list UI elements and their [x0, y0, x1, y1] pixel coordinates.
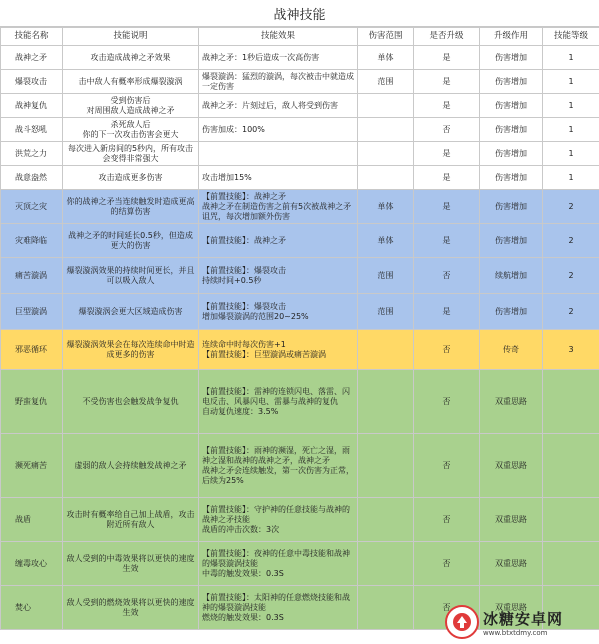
upgrade-effect-cell: 伤害增加	[480, 294, 543, 330]
skill-name-cell: 灾难降临	[1, 224, 63, 258]
column-header: 技能说明	[63, 28, 199, 46]
damage-range-cell: 单体	[358, 46, 414, 70]
skill-level-cell	[543, 542, 599, 586]
upgrade-effect-cell: 伤害增加	[480, 70, 543, 94]
skill-effect-cell	[199, 142, 358, 166]
skill-effect-cell: 【前置技能】：雷神的连锁闪电、落雷、闪电反击、风暴闪电、雷暴与战神的复仇 自动复仇速度：3.5%	[199, 370, 358, 434]
skill-level-cell: 2	[543, 258, 599, 294]
upgrade-effect-cell: 传奇	[480, 330, 543, 370]
skill-effect-cell: 【前置技能】：战神之矛	[199, 224, 358, 258]
skill-level-cell	[543, 434, 599, 498]
skill-level-cell	[543, 498, 599, 542]
upgradable-cell: 否	[414, 434, 480, 498]
upgradable-cell: 是	[414, 142, 480, 166]
skill-name-cell: 洪荒之力	[1, 142, 63, 166]
table-row	[1, 258, 599, 294]
upgradable-cell: 否	[414, 498, 480, 542]
skill-name-cell: 野蛮复仇	[1, 370, 63, 434]
upgrade-effect-cell: 伤害增加	[480, 224, 543, 258]
watermark-text: 冰糖安卓网	[483, 609, 564, 628]
skill-description-cell: 每次进入新房间的5秒内，所有攻击会变得非常强大	[63, 142, 199, 166]
skill-level-cell: 1	[543, 70, 599, 94]
skill-effect-cell: 战神之矛：1秒后造成一次高伤害	[199, 46, 358, 70]
skill-level-cell: 1	[543, 94, 599, 118]
skill-description-cell: 不受伤害也会触发战争复仇	[63, 370, 199, 434]
table-row	[1, 542, 599, 586]
skill-name-cell: 战神之矛	[1, 46, 63, 70]
skill-description-cell: 攻击时有概率给自己加上战盾，攻击附近所有敌人	[63, 498, 199, 542]
skill-description-cell: 爆裂漩涡效果的持续时间更长，并且可以吸入敌人	[63, 258, 199, 294]
damage-range-cell: 范围	[358, 294, 414, 330]
skill-description-cell: 敌人受到的中毒效果将以更快的速度生效	[63, 542, 199, 586]
skill-description-cell: 受到伤害后 对周围敌人造成战神之矛	[63, 94, 199, 118]
header-row	[1, 28, 599, 46]
table-row	[1, 118, 599, 142]
skill-effect-cell: 连续命中时每次伤害+1 【前置技能】：巨型漩涡或痛苦漩涡	[199, 330, 358, 370]
skill-effect-cell: 攻击增加15%	[199, 166, 358, 190]
skill-description-cell: 爆裂漩涡效果会在每次连续命中时造成更多的伤害	[63, 330, 199, 370]
damage-range-cell	[358, 118, 414, 142]
table-row	[1, 330, 599, 370]
upgradable-cell: 否	[414, 586, 480, 630]
skill-name-cell: 邪恶循环	[1, 330, 63, 370]
upgrade-effect-cell: 续航增加	[480, 258, 543, 294]
upgradable-cell: 否	[414, 330, 480, 370]
damage-range-cell: 单体	[358, 224, 414, 258]
skill-effect-cell: 战神之矛：片刻过后，敌人将受到伤害	[199, 94, 358, 118]
skill-name-cell: 战意盎然	[1, 166, 63, 190]
upgradable-cell: 否	[414, 370, 480, 434]
skill-effect-cell: 爆裂漩涡：猛烈的漩涡，每次被击中就造成一定伤害	[199, 70, 358, 94]
skill-effect-cell: 【前置技能】：夜神的任意中毒技能和战神的爆裂漩涡技能 中毒的触发效果：0.3S	[199, 542, 358, 586]
skill-name-cell: 灭顶之灾	[1, 190, 63, 224]
skill-description-cell: 击中敌人有概率形成爆裂漩涡	[63, 70, 199, 94]
skill-level-cell: 2	[543, 294, 599, 330]
skill-description-cell: 攻击造成战神之矛效果	[63, 46, 199, 70]
table-row	[1, 434, 599, 498]
skill-level-cell: 1	[543, 142, 599, 166]
damage-range-cell	[358, 330, 414, 370]
upgrade-effect-cell: 双重思路	[480, 498, 543, 542]
upgrade-effect-cell: 伤害增加	[480, 46, 543, 70]
skill-name-cell: 战盾	[1, 498, 63, 542]
skill-effect-cell: 伤害加成：100%	[199, 118, 358, 142]
skill-description-cell: 杀死敌人后 你的下一次攻击伤害会更大	[63, 118, 199, 142]
column-header: 是否升级	[414, 28, 480, 46]
upgradable-cell: 是	[414, 294, 480, 330]
table-row	[1, 166, 599, 190]
skill-level-cell: 2	[543, 224, 599, 258]
upgrade-effect-cell: 伤害增加	[480, 142, 543, 166]
damage-range-cell: 范围	[358, 258, 414, 294]
skill-effect-cell: 【前置技能】：雨神的濒湿，死亡之湿，雨神之湿和战神的战神之矛，战神之矛 战神之矛会连续触发，第一次伤害为正常，后续为25%	[199, 434, 358, 498]
table-row	[1, 190, 599, 224]
skill-name-cell: 痛苦漩涡	[1, 258, 63, 294]
damage-range-cell: 范围	[358, 70, 414, 94]
watermark-url: www.btxtdmy.com	[483, 628, 548, 637]
table-row	[1, 224, 599, 258]
damage-range-cell: 单体	[358, 190, 414, 224]
sheet-title: 战神技能	[0, 0, 599, 27]
damage-range-cell	[358, 142, 414, 166]
column-header: 技能名称	[1, 28, 63, 46]
upgrade-effect-cell: 双重思路	[480, 586, 543, 630]
damage-range-cell	[358, 434, 414, 498]
skill-effect-cell: 【前置技能】：爆裂攻击 持续时间+0.5秒	[199, 258, 358, 294]
skill-name-cell: 战神复仇	[1, 94, 63, 118]
column-header: 升级作用	[480, 28, 543, 46]
skill-level-cell: 1	[543, 46, 599, 70]
upgradable-cell: 否	[414, 542, 480, 586]
upgradable-cell: 是	[414, 70, 480, 94]
skill-effect-cell: 【前置技能】：战神之矛 战神之矛在制造伤害之前有5次被战神之矛诅咒，每次增加额外伤害	[199, 190, 358, 224]
upgrade-effect-cell: 伤害增加	[480, 118, 543, 142]
skill-level-cell: 1	[543, 118, 599, 142]
damage-range-cell	[358, 498, 414, 542]
skill-table	[0, 27, 599, 630]
table-row	[1, 498, 599, 542]
upgradable-cell: 否	[414, 118, 480, 142]
skill-description-cell: 战神之矛的时间延长0.5秒，但造成更大的伤害	[63, 224, 199, 258]
skill-description-cell: 攻击造成更多伤害	[63, 166, 199, 190]
upgradable-cell: 是	[414, 190, 480, 224]
upgrade-effect-cell: 伤害增加	[480, 166, 543, 190]
skill-level-cell	[543, 370, 599, 434]
damage-range-cell	[358, 542, 414, 586]
skill-name-cell: 缠毒攻心	[1, 542, 63, 586]
watermark	[445, 602, 595, 642]
table-body	[1, 46, 599, 630]
skill-description-cell: 爆裂漩涡会更大区域造成伤害	[63, 294, 199, 330]
skill-name-cell: 爆裂攻击	[1, 70, 63, 94]
upgrade-effect-cell: 双重思路	[480, 542, 543, 586]
table-row	[1, 70, 599, 94]
damage-range-cell	[358, 586, 414, 630]
upgradable-cell: 否	[414, 258, 480, 294]
upgrade-effect-cell: 伤害增加	[480, 94, 543, 118]
skill-level-cell: 3	[543, 330, 599, 370]
skill-name-cell: 濒死痛苦	[1, 434, 63, 498]
upgradable-cell: 是	[414, 46, 480, 70]
watermark-logo-icon	[445, 605, 479, 639]
upgrade-effect-cell: 双重思路	[480, 370, 543, 434]
damage-range-cell	[358, 94, 414, 118]
damage-range-cell	[358, 370, 414, 434]
skill-level-cell: 2	[543, 190, 599, 224]
skill-level-cell: 1	[543, 166, 599, 190]
upgrade-effect-cell: 伤害增加	[480, 190, 543, 224]
skill-effect-cell: 【前置技能】：太阳神的任意燃烧技能和战神的爆裂漩涡技能 燃烧的触发效果：0.3S	[199, 586, 358, 630]
damage-range-cell	[358, 166, 414, 190]
skill-effect-cell: 【前置技能】：爆裂攻击 增加爆裂漩涡的范围20~25%	[199, 294, 358, 330]
skill-description-cell: 你的战神之矛当连续触发时造成更高的结算伤害	[63, 190, 199, 224]
table-row	[1, 94, 599, 118]
table-row	[1, 294, 599, 330]
column-header: 技能效果	[199, 28, 358, 46]
table-row	[1, 46, 599, 70]
column-header: 技能等级	[543, 28, 599, 46]
upgradable-cell: 是	[414, 224, 480, 258]
upgradable-cell: 是	[414, 166, 480, 190]
table-row	[1, 370, 599, 434]
skill-name-cell: 焚心	[1, 586, 63, 630]
table-row	[1, 142, 599, 166]
upgrade-effect-cell: 双重思路	[480, 434, 543, 498]
skill-name-cell: 战斗怒吼	[1, 118, 63, 142]
skill-description-cell: 敌人受到的燃烧效果将以更快的速度生效	[63, 586, 199, 630]
skill-name-cell: 巨型漩涡	[1, 294, 63, 330]
skill-effect-cell: 【前置技能】：守护神的任意技能与战神的战神之矛技能 战盾的冲击次数：3次	[199, 498, 358, 542]
upgradable-cell: 是	[414, 94, 480, 118]
column-header: 伤害范围	[358, 28, 414, 46]
skill-description-cell: 虚弱的敌人会持续触发战神之矛	[63, 434, 199, 498]
